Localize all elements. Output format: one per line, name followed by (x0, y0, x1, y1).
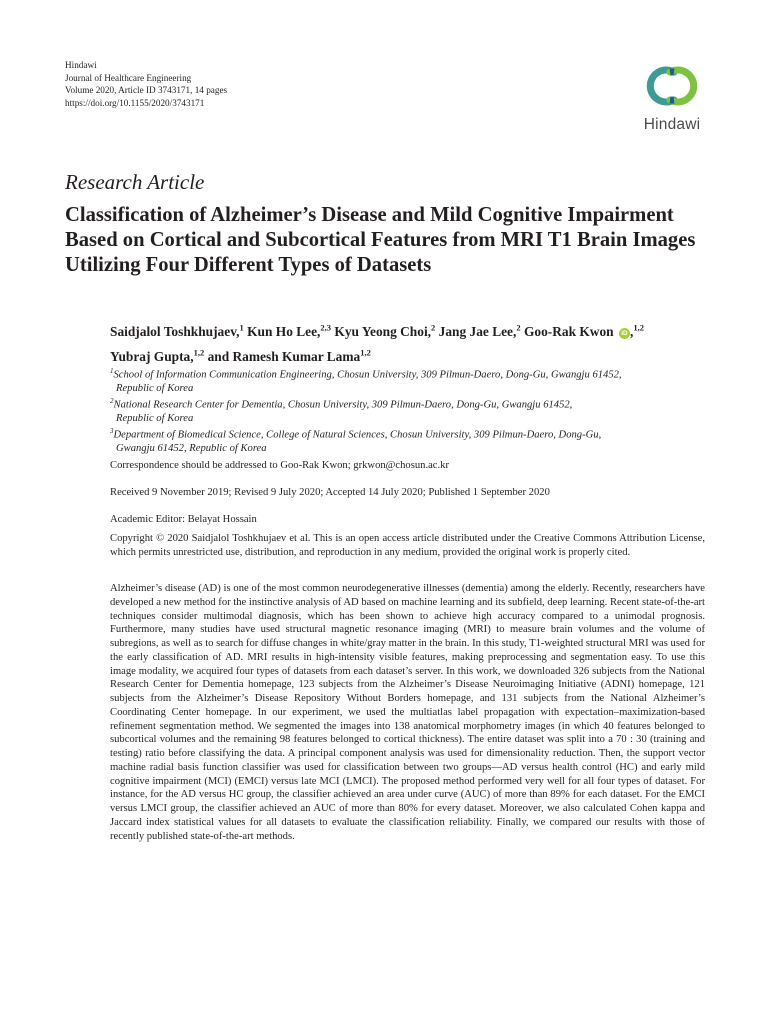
paper-title: Classification of Alzheimer’s Disease and Mild Cognitive Impairment Based on Cortical and Subcortical Features from MRI T1 Brain Images Utilizing Four Different Types of Datasets (65, 204, 696, 276)
author-list (110, 318, 710, 367)
logo-text: Hindawi (643, 116, 701, 133)
correspondence: Correspondence should be addressed to Goo-Rak Kwon; grkwon@chosun.ac.kr (110, 460, 449, 471)
abstract: Alzheimer’s disease (AD) is one of the most common neurodegenerative illnesses (dementia) among the elderly. Recently, researchers have developed a new method for the instinctive analysis of AD based on machine learning and its subfield, deep learning. Recent state-of-the-art techniques consider multimodal diagnosis, which has been shown to achieve high accuracy compared to a unimodal prognosis. Furthermore, many studies have used structural magnetic resonance imaging (MRI) to measure brain volumes and the volume of subregions, as well as to search for diffuse changes in white/gray matter in the brain. In this study, T1-weighted structural MRI was used for the early classification of AD. MRI results in high-intensity visible features, making preprocessing and segmentation easy. To use this image modality, we acquired four types of datasets from each dataset’s server. In this work, we downloaded 326 subjects from the National Research Center for Dementia homepage, 123 subjects from the Alzheimer’s Disease Neuroimaging Initiative (ADNI) homepage, 121 subjects from the Alzheimer’s Disease Repository Without Borders homepage, and 131 subjects from the National Alzheimer’s Coordinating Center homepage. In our experiment, we used the multiatlas label propagation with expectation–maximization-based refinement segmentation method. We segmented the images into 138 anatomical morphometry images (in which 40 features belonged to subcortical volumes and the remaining 98 features belonged to cortical thickness). The entire dataset was split into a 70 : 30 (training and testing) ratio before classifying the data. A principal component analysis was used for dimensionality reduction. Then, the support vector machine radial basis function classifier was used for classification between two groups—AD versus health control (HC) and early mild cognitive impairment (MCI) (EMCI) versus late MCI (LMCI). The proposed method performed very well for all four types of dataset. For instance, for the AD versus HC group, the classifier achieved an area under curve (AUC) of more than 89% for each dataset. For the EMCI versus LMCI group, the classifier achieved an AUC of more than 80% for every dataset. Moreover, we also calculated Cohen kappa and Jaccard index statistical values for all datasets to evaluate the classification reliability. Finally, we compared our results with those of recently published state-of-the-art methods. (110, 583, 705, 842)
hindawi-logo-icon (640, 60, 704, 112)
affiliation-item: $^2$National Research Center for Dementia, Chosun University, 309 Pilmun-Daero, Dong-Gu, Gwangju 61452, Republic of Korea (110, 396, 573, 424)
volume-line: Volume 2020, Article ID 3743171, 14 pages (65, 85, 228, 96)
author[interactable]: Kyu Yeong Choi,$^2$ (334, 323, 436, 340)
publication-dates: Received 9 November 2019; Revised 9 July 2020; Accepted 14 July 2020; Published 1 September 2020 (110, 487, 550, 498)
academic-editor: Academic Editor: Belayat Hossain (110, 514, 257, 525)
orcid-icon[interactable]: iD (619, 328, 630, 339)
journal-header (65, 59, 227, 109)
affiliation-item: $^3$Department of Biomedical Science, College of Natural Sciences, Chosun University, 309 Pilmun-Daero, Dong-Gu, Gwangju 61452, Republic of Korea (110, 426, 602, 454)
author[interactable]: Jang Jae Lee,$^2$ (438, 323, 521, 340)
author[interactable]: Saidjalol Toshkhujaev,$^1$ (110, 323, 244, 340)
journal-name: Journal of Healthcare Engineering (65, 72, 192, 83)
hindawi-logo[interactable] (632, 60, 712, 140)
author[interactable]: Goo-Rak Kwon iD ,$^{1,2}$ (523, 323, 644, 340)
copyright-notice: Copyright © 2020 Saidjalol Toshkhujaev et al. This is an open access article distributed under the Creative Commons Attribution License, which permits unrestricted use, distribution, and reproduction in any medium, provided the original work is properly cited. (110, 533, 705, 558)
affiliation-item: $^1$School of Information Communication Engineering, Chosun University, 309 Pilmun-Daero, Dong-Gu, Gwangju 61452, Republic of Korea (110, 367, 622, 394)
author[interactable]: and Ramesh Kumar Lama$^{1,2}$ (207, 347, 371, 364)
affiliations (110, 365, 710, 455)
author[interactable]: Yubraj Gupta,$^{1,2}$ (110, 347, 205, 364)
doi-link[interactable]: https://doi.org/10.1155/2020/3743171 (65, 97, 205, 108)
publisher-name: Hindawi (65, 60, 97, 70)
article-type: Research Article (65, 170, 205, 194)
author[interactable]: Kun Ho Lee,$^{2,3}$ (247, 323, 332, 340)
